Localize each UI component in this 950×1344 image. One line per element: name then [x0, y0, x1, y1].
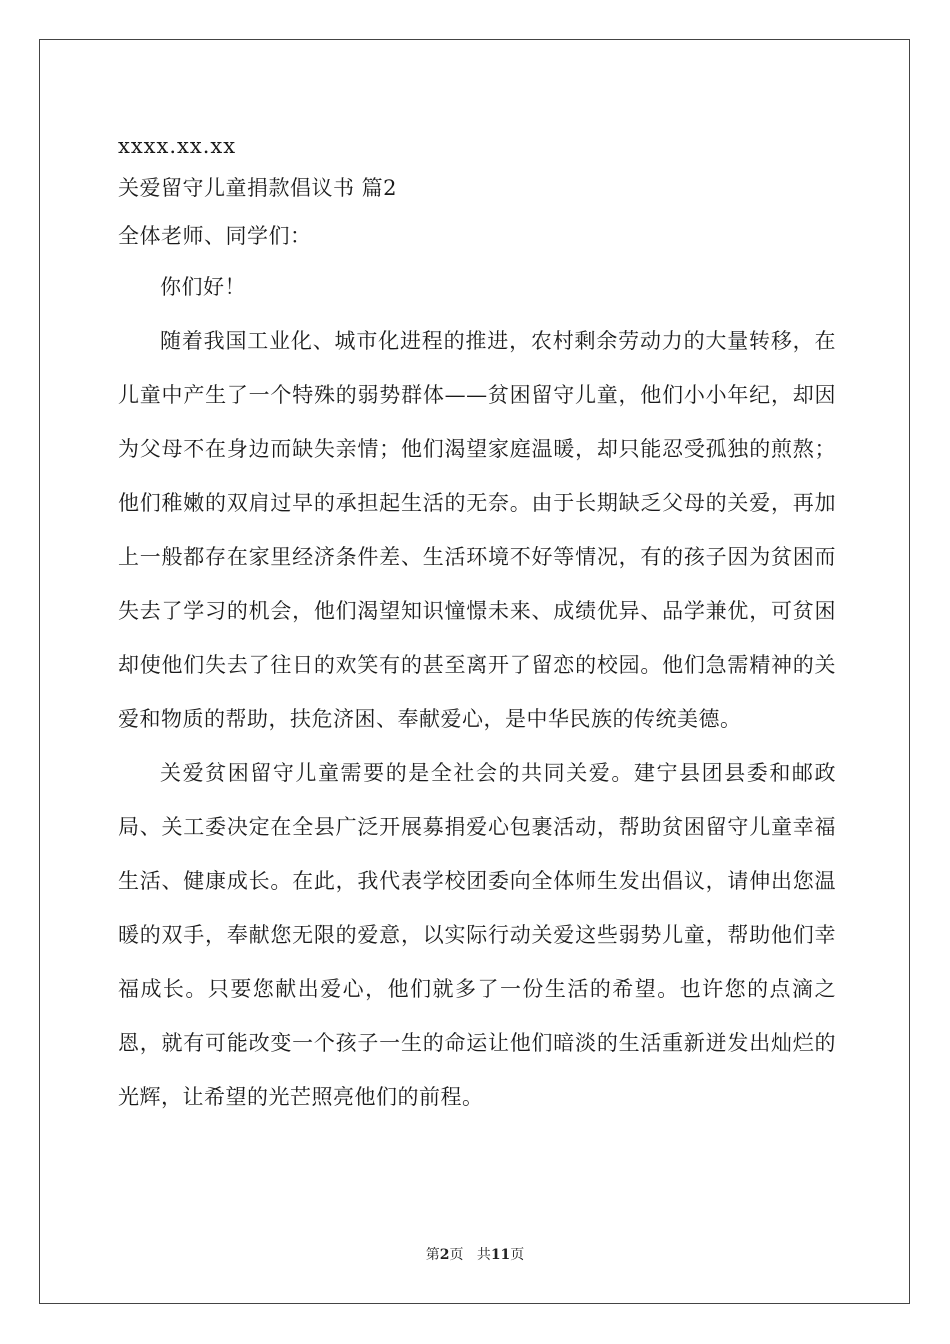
- page-suffix: 页: [449, 1247, 464, 1263]
- paragraph-2: 关爱贫困留守儿童需要的是全社会的共同关爱。建宁县团县委和邮政局、关工委决定在全县广泛开展募捐爱心包裹活动，帮助贫困留守儿童幸福生活、健康成长。在此，我代表学校团委向全体师生发出倡议，请伸出您温暖的双手，奉献您无限的爱意，以实际行动关爱这些弱势儿童，帮助他们幸福成长。只要您献出爱心，他们就多了一份生活的希望。也许您的点滴之恩，就有可能改变一个孩子一生的命运让他们暗淡的生活重新迸发出灿烂的光辉，让希望的光芒照亮他们的前程。: [118, 761, 836, 1109]
- page-footer: [0, 1244, 950, 1264]
- greeting: 你们好！: [160, 275, 246, 299]
- page-number: 2: [439, 1247, 450, 1263]
- paragraph-1: 随着我国工业化、城市化进程的推进，农村剩余劳动力的大量转移，在儿童中产生了一个特殊的弱势群体——贫困留守儿童，他们小小年纪，却因为父母不在身边而缺失亲情；他们渴望家庭温暖，却只能忍受孤独的煎熬；他们稚嫩的双肩过早的承担起生活的无奈。由于长期缺乏父母的关爱，再加上一般都存在家里经济条件差、生活环境不好等情况，有的孩子因为贫困而失去了学习的机会，他们渴望知识憧憬未来、成绩优异、品学兼优，可贫困却使他们失去了往日的欢笑有的甚至离开了留恋的校园。他们急需精神的关爱和物质的帮助，扶危济困、奉献爱心，是中华民族的传统美德。: [118, 329, 836, 731]
- page-prefix: 第: [425, 1247, 440, 1263]
- salutation: 全体老师、同学们：: [118, 224, 312, 248]
- total-suffix: 页: [510, 1247, 525, 1263]
- total-pages: 11: [490, 1247, 511, 1263]
- document-body: [118, 128, 836, 1124]
- document-date: xxxx.xx.xx: [118, 134, 237, 158]
- document-title: 关爱留守儿童捐款倡议书 篇2: [118, 176, 398, 200]
- total-prefix: 共: [476, 1247, 491, 1263]
